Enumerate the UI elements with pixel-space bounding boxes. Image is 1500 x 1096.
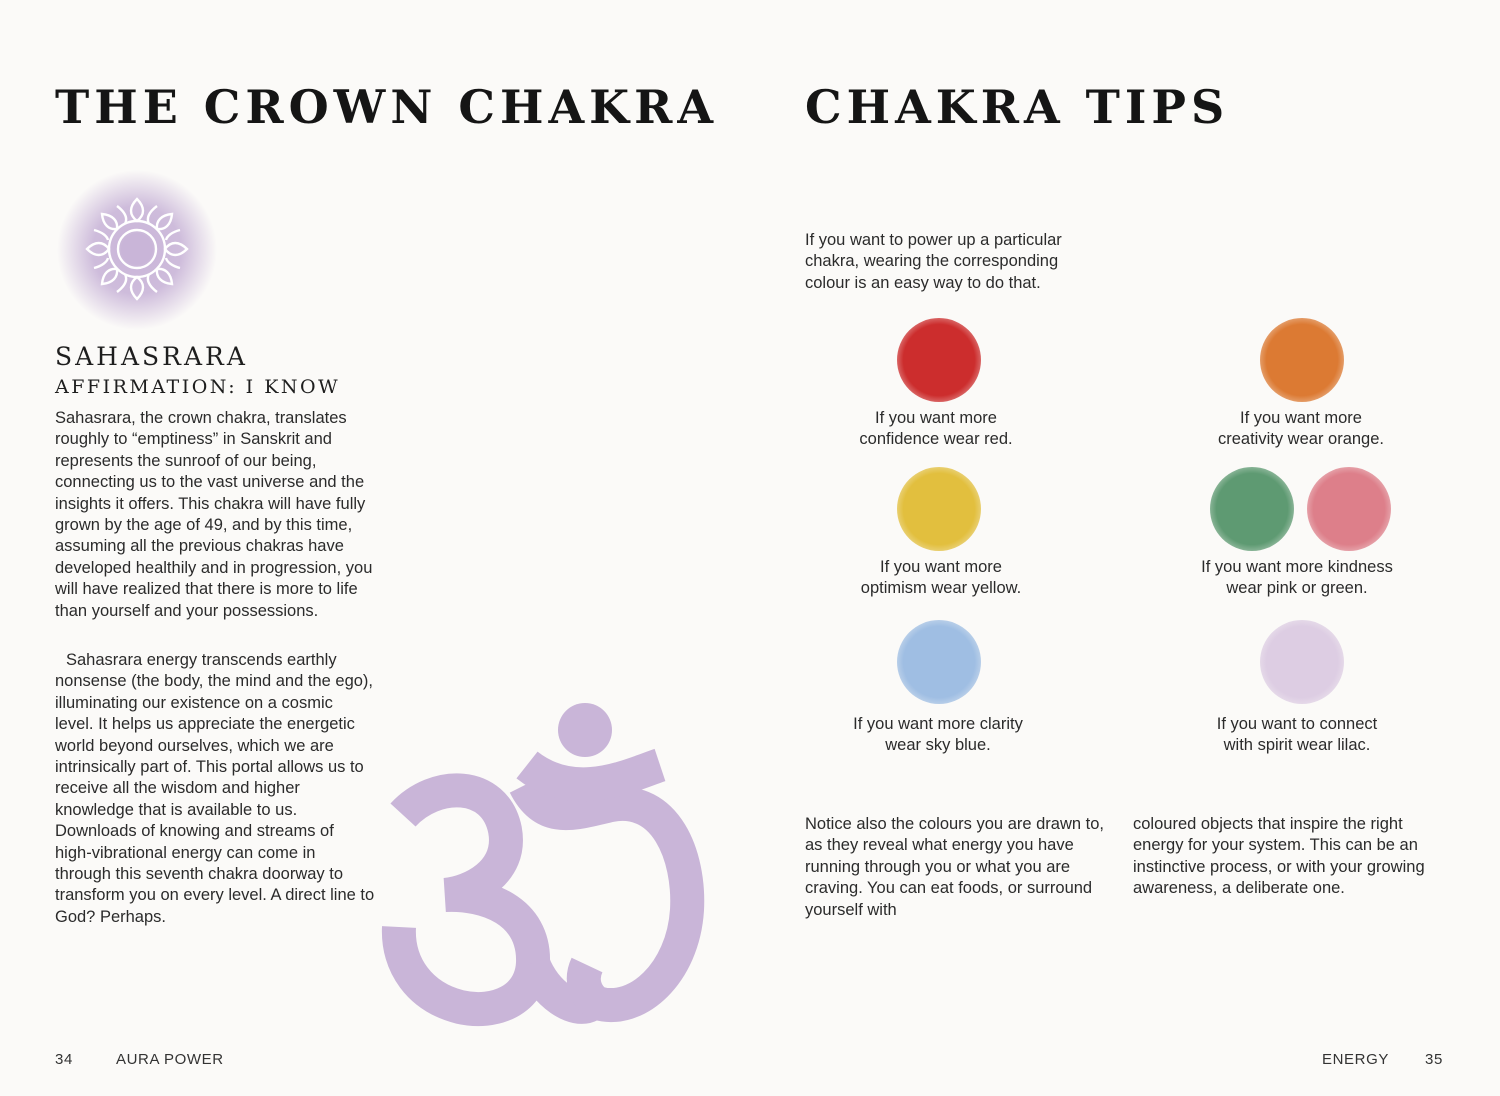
lilac-color-dot bbox=[1260, 620, 1344, 704]
om-symbol-icon bbox=[375, 695, 715, 1035]
note-paragraph-right: coloured objects that inspire the right energy for your system. This can be an instinctive process, or with your growing awareness, a deliberate one. bbox=[1133, 815, 1425, 898]
page-number-right: 35 bbox=[1425, 1051, 1443, 1068]
running-head-left: AURA POWER bbox=[116, 1051, 224, 1068]
page-number-left: 34 bbox=[55, 1051, 73, 1068]
tip-label: If you want more kindness wear pink or green. bbox=[1201, 558, 1393, 598]
tip-label: If you want more optimism wear yellow. bbox=[860, 558, 1022, 598]
tip-label: If you want more confidence wear red. bbox=[859, 409, 1013, 449]
tip-sky-blue bbox=[788, 714, 1088, 757]
green-color-dot bbox=[1210, 467, 1294, 551]
tip-label: If you want more clarity wear sky blue. bbox=[853, 715, 1023, 755]
tip-label: If you want more creativity wear orange. bbox=[1218, 409, 1384, 449]
tip-lilac bbox=[1147, 714, 1447, 757]
body-paragraph-2: Sahasrara energy transcends earthly nonsense (the body, the mind and the ego), illuminating our existence on a cosmic level. It helps us appreciate the energetic world beyond ourselves, which we are intrinsically part of. This portal allows us to receive all the wisdom and higher knowledge that is available to us. Downloads of knowing and streams of high-vibrational energy can come in through this seventh chakra doorway to transform you on every level. A direct line to God? Perhaps. bbox=[55, 651, 375, 926]
sky-blue-color-dot bbox=[897, 620, 981, 704]
pink-color-dot bbox=[1307, 467, 1391, 551]
tip-yellow bbox=[791, 557, 1091, 600]
red-color-dot bbox=[897, 318, 981, 402]
running-head-right: ENERGY bbox=[1322, 1051, 1389, 1068]
body-paragraph-1: Sahasrara, the crown chakra, translates roughly to “emptiness” in Sanskrit and represents the sunroof of our being, connecting us to the vast universe and the insights it offers. This chakra will have fully grown by the age of 49, and by this time, assuming all the previous chakras have developed healthily and in progression, you will have realized that there is more to life than yourself and your possessions. bbox=[55, 409, 373, 620]
page-title-left: THE CROWN CHAKRA bbox=[55, 80, 719, 134]
note-paragraph-left: Notice also the colours you are drawn to, as they reveal what energy you have running through you or what you are craving. You can eat foods, or surround yourself with bbox=[805, 815, 1104, 919]
tip-orange bbox=[1151, 408, 1451, 451]
yellow-color-dot bbox=[897, 467, 981, 551]
affirmation: AFFIRMATION: I KNOW bbox=[55, 376, 341, 398]
tip-red bbox=[786, 408, 1086, 451]
tip-label: If you want to connect with spirit wear lilac. bbox=[1216, 715, 1378, 755]
intro-paragraph: If you want to power up a particular chakra, wearing the corresponding colour is an easy way to do that. bbox=[805, 231, 1062, 292]
lotus-crown-icon bbox=[55, 170, 220, 335]
orange-color-dot bbox=[1260, 318, 1344, 402]
page-title-right: CHAKRA TIPS bbox=[805, 80, 1230, 134]
tip-pink-green bbox=[1147, 557, 1447, 600]
chakra-name: SAHASRARA bbox=[55, 342, 248, 371]
